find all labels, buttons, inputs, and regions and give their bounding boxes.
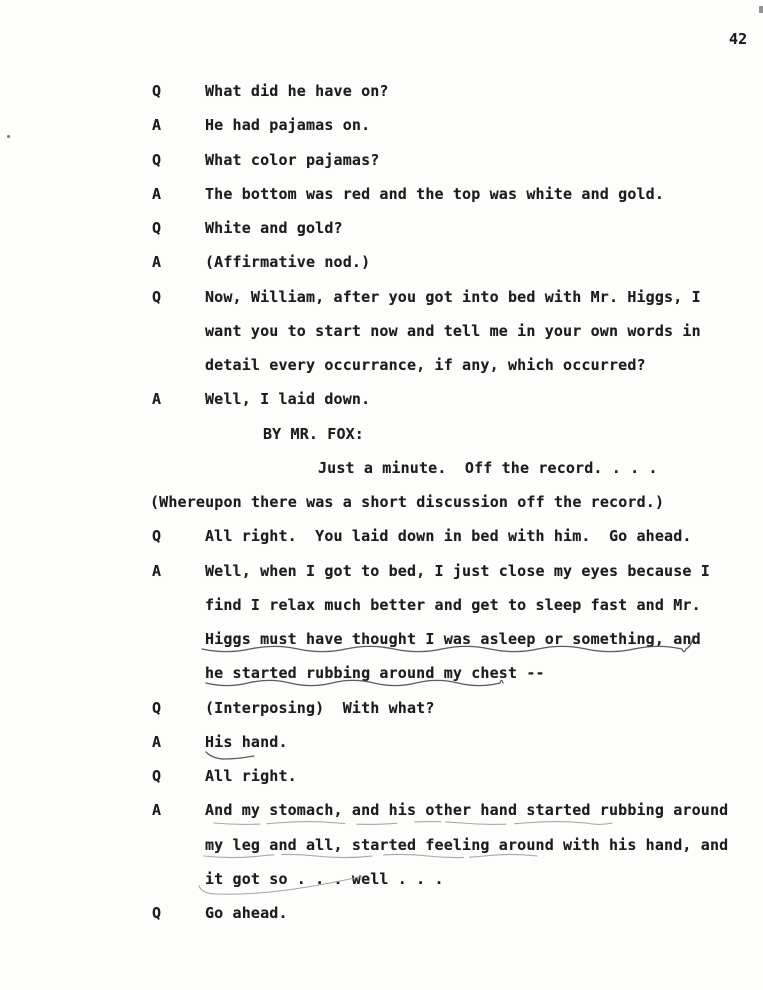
speaker-label: A	[152, 733, 162, 751]
transcript-line	[0, 630, 763, 650]
speaker-label: A	[152, 185, 162, 203]
transcript-line	[0, 527, 763, 547]
transcript-line	[0, 767, 763, 787]
transcript-line	[0, 493, 763, 513]
line-text: He had pajamas on.	[205, 116, 371, 134]
scan-artifact	[759, 6, 763, 13]
scan-artifact	[7, 135, 10, 138]
speaker-label: A	[152, 562, 162, 580]
line-text: (Interposing) With what?	[205, 699, 435, 717]
line-text: Now, William, after you got into bed with Mr. Higgs, I	[205, 288, 701, 306]
speaker-label: Q	[152, 767, 162, 785]
page-number: 42	[729, 30, 748, 48]
line-text: All right. You laid down in bed with him. Go ahead.	[205, 527, 692, 545]
transcript-line	[0, 836, 763, 856]
line-text: Well, when I got to bed, I just close my eyes because I	[205, 562, 710, 580]
transcript-line	[0, 82, 763, 102]
transcript-line	[0, 390, 763, 410]
transcript-line	[0, 664, 763, 684]
transcript-line	[0, 116, 763, 136]
line-text: BY MR. FOX:	[263, 425, 364, 443]
speaker-label: Q	[152, 151, 162, 169]
transcript-line	[0, 219, 763, 239]
line-text: Well, I laid down.	[205, 390, 371, 408]
line-text: His hand.	[205, 733, 288, 751]
transcript-line	[0, 288, 763, 308]
line-text: All right.	[205, 767, 297, 785]
transcript-line	[0, 459, 763, 479]
speaker-label: Q	[152, 527, 162, 545]
line-text: detail every occurrance, if any, which occurred?	[205, 356, 646, 374]
speaker-label: A	[152, 253, 162, 271]
line-text: (Whereupon there was a short discussion off the record.)	[150, 493, 665, 511]
transcript-line	[0, 699, 763, 719]
speaker-label: A	[152, 116, 162, 134]
transcript-line	[0, 425, 763, 445]
line-text: Go ahead.	[205, 904, 288, 922]
speaker-label: A	[152, 801, 162, 819]
transcript-line	[0, 185, 763, 205]
line-text: my leg and all, started feeling around with his hand, and	[205, 836, 729, 854]
line-text: Just a minute. Off the record. . . .	[318, 459, 658, 477]
transcript-line	[0, 870, 763, 890]
line-text: Higgs must have thought I was asleep or something, and	[205, 630, 701, 648]
transcript-line	[0, 151, 763, 171]
speaker-label: Q	[152, 82, 162, 100]
line-text: What color pajamas?	[205, 151, 380, 169]
line-text: want you to start now and tell me in your own words in	[205, 322, 701, 340]
line-text: And my stomach, and his other hand started rubbing around	[205, 801, 729, 819]
line-text: it got so . . . well . . .	[205, 870, 444, 888]
speaker-label: Q	[152, 288, 162, 306]
speaker-label: Q	[152, 699, 162, 717]
transcript-line	[0, 322, 763, 342]
line-text: (Affirmative nod.)	[205, 253, 371, 271]
transcript-line	[0, 253, 763, 273]
line-text: What did he have on?	[205, 82, 389, 100]
underline-annotation	[206, 752, 254, 759]
line-text: find I relax much better and get to sleep fast and Mr.	[205, 596, 701, 614]
line-text: White and gold?	[205, 219, 343, 237]
transcript-line	[0, 801, 763, 821]
speaker-label: Q	[152, 904, 162, 922]
line-text: he started rubbing around my chest --	[205, 664, 545, 682]
transcript-line	[0, 904, 763, 924]
speaker-label: A	[152, 390, 162, 408]
line-text: The bottom was red and the top was white and gold.	[205, 185, 665, 203]
transcript-line	[0, 733, 763, 753]
underline-annotation	[214, 822, 612, 825]
speaker-label: Q	[152, 219, 162, 237]
transcript-line	[0, 562, 763, 582]
transcript-line	[0, 356, 763, 376]
transcript-line	[0, 596, 763, 616]
